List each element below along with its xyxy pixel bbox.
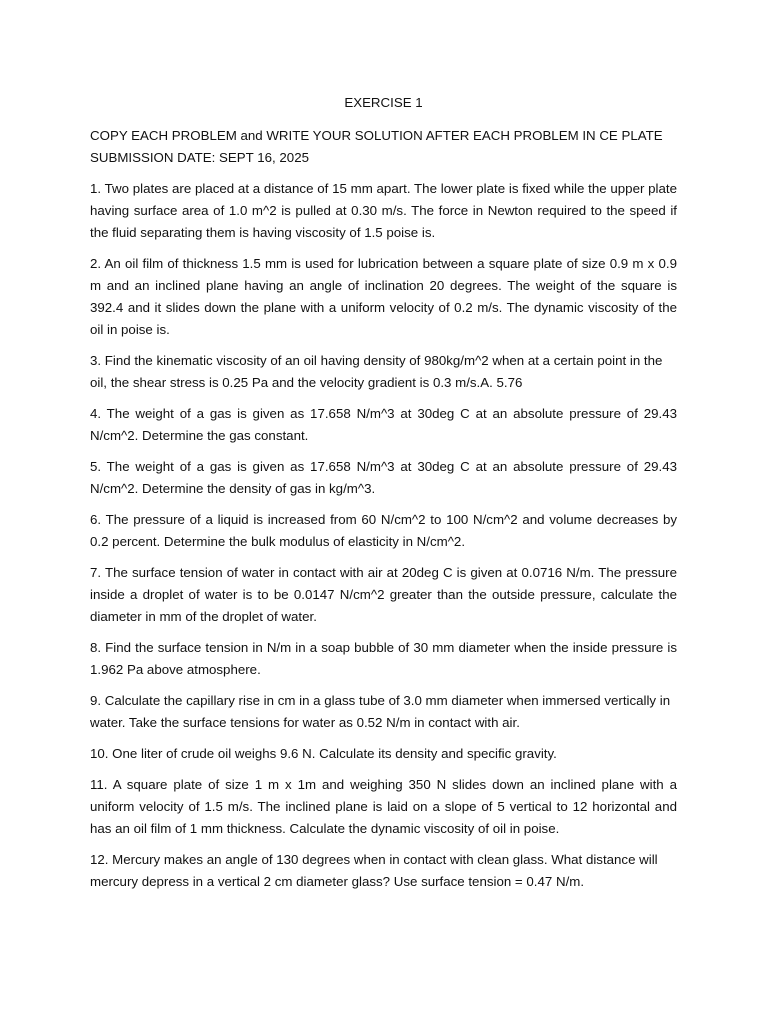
problem-9: 9. Calculate the capillary rise in cm in a glass tube of 3.0 mm diameter when immersed vertically in water. Take the surface tensions for water as 0.52 N/m in contact with air. [90, 693, 671, 730]
submission-date: SUBMISSION DATE: SEPT 16, 2025 [90, 150, 309, 165]
problem-11: 11. A square plate of size 1 m x 1m and weighing 350 N slides down an inclined plane with a uniform velocity of 1.5 m/s. The inclined plane is laid on a slope of 5 vertical to 12 horizontal and has an oil film of 1 mm thickness. Calculate the dynamic viscosity of oil in poise. [90, 777, 677, 836]
problem-3: 3. Find the kinematic viscosity of an oil having density of 980kg/m^2 when at a certain point in the oil, the shear stress is 0.25 Pa and the velocity gradient is 0.3 m/s.A. 5.76 [90, 353, 663, 390]
instruction-text: COPY EACH PROBLEM and WRITE YOUR SOLUTION AFTER EACH PROBLEM IN CE PLATE [90, 128, 663, 143]
problem-5: 5. The weight of a gas is given as 17.658 N/m^3 at 30deg C at an absolute pressure of 29.43 N/cm^2. Determine the density of gas in kg/m^3. [90, 459, 677, 496]
problem-2: 2. An oil film of thickness 1.5 mm is used for lubrication between a square plate of size 0.9 m x 0.9 m and an inclined plane having an angle of inclination 20 degrees. The weight of the square is 392.4 and it slides down the plane with a uniform velocity of 0.2 m/s. The dynamic viscosity of the oil in poise is. [90, 256, 677, 337]
problem-6: 6. The pressure of a liquid is increased from 60 N/cm^2 to 100 N/cm^2 and volume decreases by 0.2 percent. Determine the bulk modulus of elasticity in N/cm^2. [90, 512, 677, 549]
problem-1: 1. Two plates are placed at a distance of 15 mm apart. The lower plate is fixed while the upper plate having surface area of 1.0 m^2 is pulled at 0.30 m/s. The force in Newton required to the speed if the fluid separating them is having viscosity of 1.5 poise is. [90, 181, 677, 240]
problem-7: 7. The surface tension of water in contact with air at 20deg C is given at 0.0716 N/m. The pressure inside a droplet of water is to be 0.0147 N/cm^2 greater than the outside pressure, calculate the diameter in mm of the droplet of water. [90, 565, 677, 624]
problem-8: 8. Find the surface tension in N/m in a soap bubble of 30 mm diameter when the inside pressure is 1.962 Pa above atmosphere. [90, 640, 677, 677]
problem-10: 10. One liter of crude oil weighs 9.6 N. Calculate its density and specific gravity. [90, 746, 557, 761]
document-title: EXERCISE 1 [344, 95, 423, 110]
problem-4: 4. The weight of a gas is given as 17.658 N/m^3 at 30deg C at an absolute pressure of 29.43 N/cm^2. Determine the gas constant. [90, 406, 677, 443]
document-page [90, 92, 677, 902]
document-header [90, 125, 677, 169]
problem-12: 12. Mercury makes an angle of 130 degrees when in contact with clean glass. What distance will mercury depress in a vertical 2 cm diameter glass? Use surface tension = 0.47 N/m. [90, 852, 658, 889]
